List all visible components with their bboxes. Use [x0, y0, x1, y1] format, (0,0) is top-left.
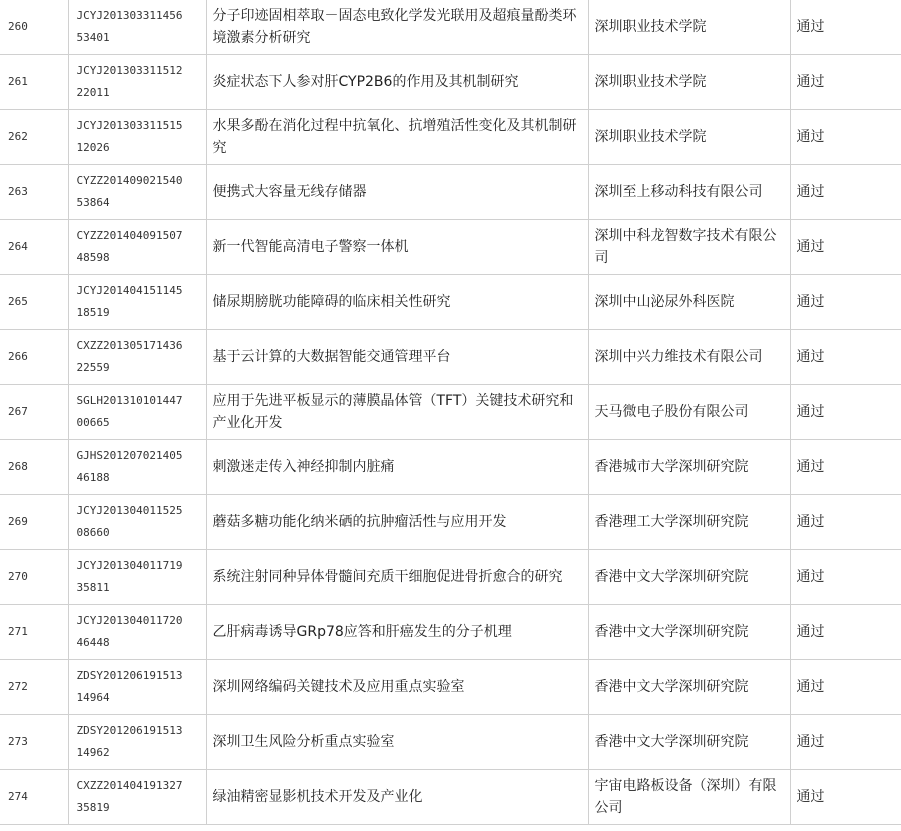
project-name: 蘑菇多糖功能化纳米硒的抗肿瘤活性与应用开发	[206, 495, 588, 550]
table-row	[0, 330, 901, 385]
project-code-line: JCYJ201304011719	[76, 559, 183, 572]
row-number: 263	[0, 165, 68, 220]
table-row	[0, 220, 901, 275]
project-code-line: 53401	[76, 31, 110, 44]
project-code-line: 18519	[76, 306, 110, 319]
project-code-line: 46188	[76, 471, 110, 484]
project-code-line: CYZZ201404091507	[76, 229, 183, 242]
organization-name: 深圳中山泌尿外科医院	[588, 275, 790, 330]
project-name: 应用于先进平板显示的薄膜晶体管（TFT）关键技术研究和产业化开发	[206, 385, 588, 440]
project-code-line: 35811	[76, 581, 110, 594]
project-code-line: 08660	[76, 526, 110, 539]
project-code	[68, 220, 206, 275]
table-row	[0, 715, 901, 770]
project-code-line: 14962	[76, 746, 110, 759]
project-name: 分子印迹固相萃取－固态电致化学发光联用及超痕量酚类环境激素分析研究	[206, 0, 588, 55]
row-number: 273	[0, 715, 68, 770]
organization-name: 深圳职业技术学院	[588, 55, 790, 110]
organization-name: 香港中文大学深圳研究院	[588, 605, 790, 660]
project-code-line: 46448	[76, 636, 110, 649]
organization-name: 香港城市大学深圳研究院	[588, 440, 790, 495]
project-name: 基于云计算的大数据智能交通管理平台	[206, 330, 588, 385]
review-result: 通过	[790, 165, 901, 220]
project-code	[68, 110, 206, 165]
table-row	[0, 605, 901, 660]
review-result: 通过	[790, 330, 901, 385]
review-result: 通过	[790, 660, 901, 715]
project-code	[68, 385, 206, 440]
project-name: 炎症状态下人参对肝CYP2B6的作用及其机制研究	[206, 55, 588, 110]
organization-name: 深圳职业技术学院	[588, 110, 790, 165]
review-result: 通过	[790, 715, 901, 770]
project-code-line: CXZZ201404191327	[76, 779, 183, 792]
project-code-line: JCYJ201304011720	[76, 614, 183, 627]
project-code	[68, 330, 206, 385]
project-name: 深圳网络编码关键技术及应用重点实验室	[206, 660, 588, 715]
row-number: 262	[0, 110, 68, 165]
project-name: 深圳卫生风险分析重点实验室	[206, 715, 588, 770]
project-name: 绿油精密显影机技术开发及产业化	[206, 770, 588, 825]
project-code-line: JCYJ201303311512	[76, 64, 183, 77]
organization-name: 天马微电子股份有限公司	[588, 385, 790, 440]
project-code	[68, 0, 206, 55]
row-number: 271	[0, 605, 68, 660]
organization-name: 香港中文大学深圳研究院	[588, 550, 790, 605]
organization-name: 香港理工大学深圳研究院	[588, 495, 790, 550]
project-code-line: 35819	[76, 801, 110, 814]
project-code-line: 12026	[76, 141, 110, 154]
project-code	[68, 715, 206, 770]
project-code-line: SGLH201310101447	[76, 394, 183, 407]
table-row	[0, 165, 901, 220]
row-number: 264	[0, 220, 68, 275]
project-code	[68, 605, 206, 660]
table-row	[0, 770, 901, 825]
row-number: 269	[0, 495, 68, 550]
review-result: 通过	[790, 605, 901, 660]
table-row	[0, 55, 901, 110]
organization-name: 香港中文大学深圳研究院	[588, 715, 790, 770]
organization-name: 深圳职业技术学院	[588, 0, 790, 55]
table-row	[0, 660, 901, 715]
project-code-line: ZDSY201206191513	[76, 724, 183, 737]
table-row	[0, 110, 901, 165]
project-name: 系统注射同种异体骨髓间充质干细胞促进骨折愈合的研究	[206, 550, 588, 605]
project-name: 水果多酚在消化过程中抗氧化、抗增殖活性变化及其机制研究	[206, 110, 588, 165]
row-number: 266	[0, 330, 68, 385]
project-code-line: 48598	[76, 251, 110, 264]
project-code-line: JCYJ201404151145	[76, 284, 183, 297]
review-result: 通过	[790, 440, 901, 495]
project-name: 新一代智能高清电子警察一体机	[206, 220, 588, 275]
table-row	[0, 0, 901, 55]
organization-name: 香港中文大学深圳研究院	[588, 660, 790, 715]
review-result: 通过	[790, 550, 901, 605]
project-code	[68, 660, 206, 715]
project-name: 刺激迷走传入神经抑制内脏痛	[206, 440, 588, 495]
project-name: 储尿期膀胱功能障碍的临床相关性研究	[206, 275, 588, 330]
project-code-line: GJHS201207021405	[76, 449, 183, 462]
project-code	[68, 770, 206, 825]
project-code-line: ZDSY201206191513	[76, 669, 183, 682]
project-code-line: 22011	[76, 86, 110, 99]
project-code-line: CYZZ201409021540	[76, 174, 183, 187]
review-result: 通过	[790, 770, 901, 825]
project-code	[68, 55, 206, 110]
project-code	[68, 495, 206, 550]
project-code	[68, 550, 206, 605]
organization-name: 深圳中兴力维技术有限公司	[588, 330, 790, 385]
project-code-line: 22559	[76, 361, 110, 374]
row-number: 274	[0, 770, 68, 825]
review-result: 通过	[790, 275, 901, 330]
row-number: 267	[0, 385, 68, 440]
project-code	[68, 440, 206, 495]
table-row	[0, 440, 901, 495]
row-number: 270	[0, 550, 68, 605]
project-code	[68, 275, 206, 330]
project-name: 乙肝病毒诱导GRp78应答和肝癌发生的分子机理	[206, 605, 588, 660]
row-number: 261	[0, 55, 68, 110]
organization-name: 宇宙电路板设备（深圳）有限公司	[588, 770, 790, 825]
project-code-line: 00665	[76, 416, 110, 429]
project-code-line: JCYJ201303311515	[76, 119, 183, 132]
row-number: 265	[0, 275, 68, 330]
project-code-line: 53864	[76, 196, 110, 209]
review-result: 通过	[790, 110, 901, 165]
review-result: 通过	[790, 0, 901, 55]
review-result: 通过	[790, 385, 901, 440]
review-result: 通过	[790, 495, 901, 550]
project-code-line: CXZZ201305171436	[76, 339, 183, 352]
table-row	[0, 385, 901, 440]
project-code	[68, 165, 206, 220]
table-row	[0, 550, 901, 605]
organization-name: 深圳至上移动科技有限公司	[588, 165, 790, 220]
project-code-line: JCYJ201303311456	[76, 9, 183, 22]
row-number: 272	[0, 660, 68, 715]
review-result: 通过	[790, 220, 901, 275]
row-number: 268	[0, 440, 68, 495]
review-result: 通过	[790, 55, 901, 110]
table-row	[0, 275, 901, 330]
table-row	[0, 495, 901, 550]
row-number: 260	[0, 0, 68, 55]
project-name: 便携式大容量无线存储器	[206, 165, 588, 220]
project-code-line: JCYJ201304011525	[76, 504, 183, 517]
organization-name: 深圳中科龙智数字技术有限公司	[588, 220, 790, 275]
project-code-line: 14964	[76, 691, 110, 704]
